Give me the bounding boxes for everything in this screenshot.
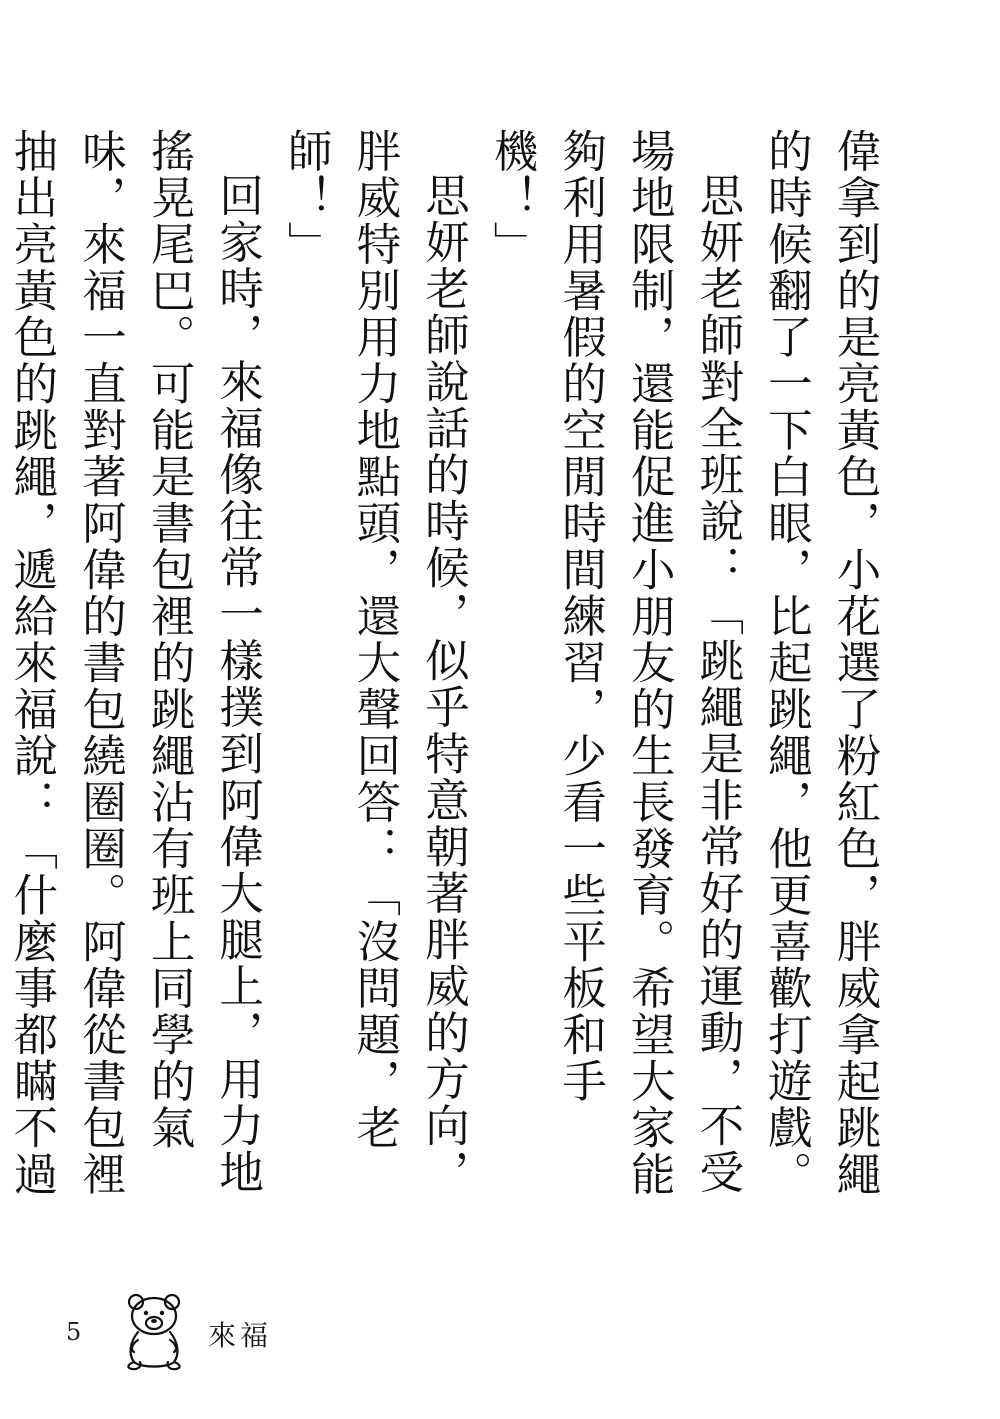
page-number: 5 xyxy=(66,1318,82,1346)
paragraph-3: 思妍老師說話的時候，似乎特意朝著胖威的方向，胖威特別用力地點頭，還大聲回答：「沒問題，老師！」 xyxy=(280,128,469,1196)
body-text xyxy=(5,128,888,1218)
teddy-bear-icon xyxy=(120,1290,190,1370)
paragraph-1: 偉拿到的是亮黃色，小花選了粉紅色，胖威拿起跳繩的時候翻了一下白眼，比起跳繩，他更喜歡打遊戲。 xyxy=(760,128,880,1198)
character-name: 來福 xyxy=(208,1319,273,1352)
page-footer xyxy=(0,1270,1000,1380)
paragraph-4: 回家時，來福像往常一樣撲到阿偉大腿上，用力地搖晃尾巴。可能是書包裡的跳繩沾有班上同學的氣味，來福一直對著阿偉的書包繞圈圈。阿偉從書包裡抽出亮黃色的跳繩，遞給來福說：「什麼事都瞞不過 xyxy=(5,128,263,1198)
paragraph-2: 思妍老師對全班說：「跳繩是非常好的運動，不受場地限制，還能促進小朋友的生長發育。希望大家能夠利用暑假的空閒時間練習，少看一些平板和手機！」 xyxy=(486,128,743,1198)
